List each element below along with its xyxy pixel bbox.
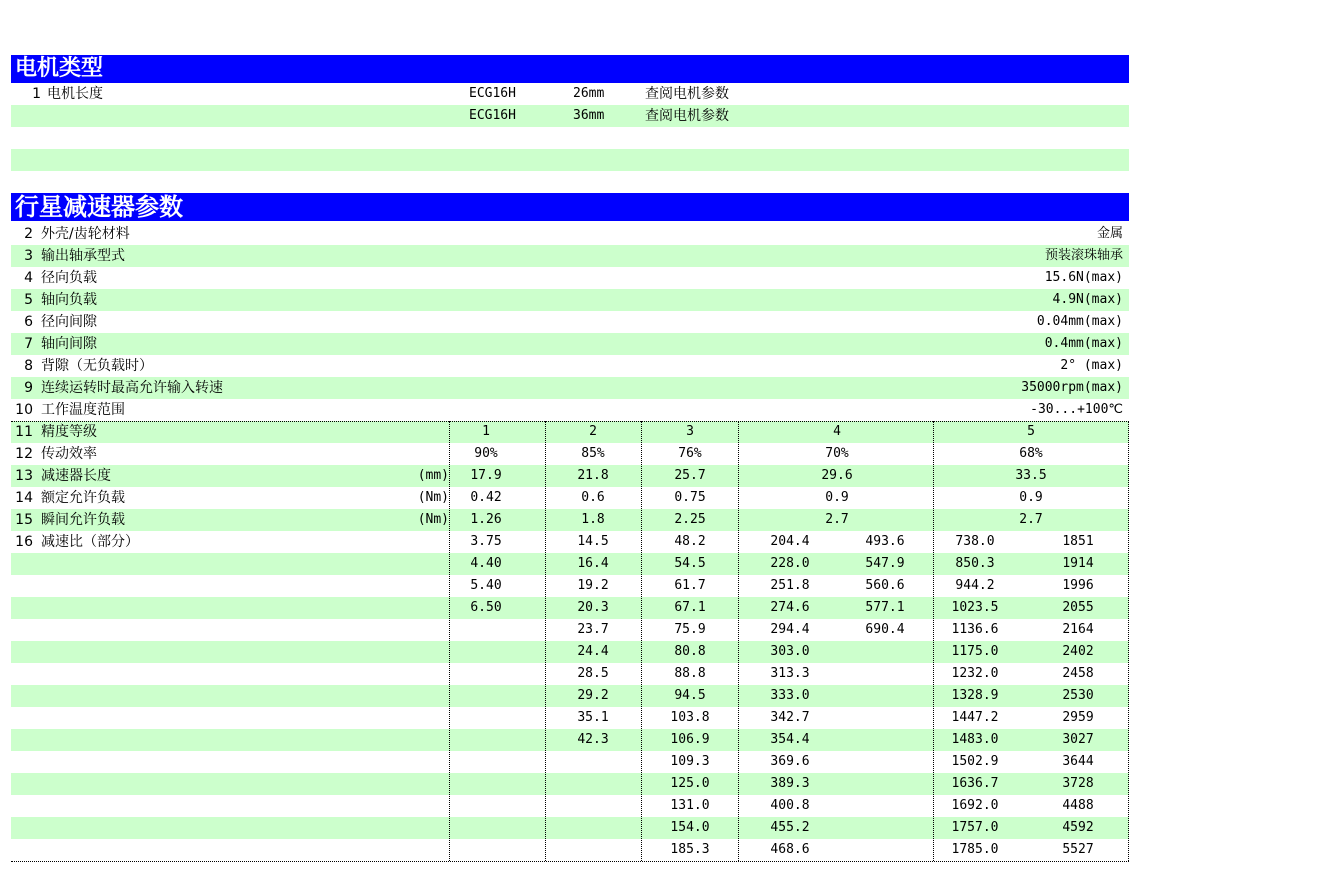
ratio-cell: 1757.0: [951, 820, 999, 835]
ratio-cell: 468.6: [770, 842, 810, 857]
ratio-cell: 342.7: [770, 710, 810, 725]
ratio-cell: 29.2: [577, 688, 609, 703]
row-number: 5: [24, 292, 33, 308]
ratio-cell: 67.1: [674, 600, 706, 615]
spec-cell: 25.7: [674, 468, 706, 483]
ratio-cell: 185.3: [670, 842, 710, 857]
ratio-cell: 19.2: [577, 578, 609, 593]
row-number: 6: [24, 314, 33, 330]
spec-row: [11, 421, 1129, 443]
row-label: 额定允许负载: [41, 490, 125, 506]
ratio-cell: 690.4: [865, 622, 905, 637]
param-value: 2° (max): [1060, 358, 1123, 373]
grid-line: [11, 861, 1129, 862]
row-label: 电机长度: [47, 86, 103, 102]
ratio-cell: 1328.9: [951, 688, 999, 703]
ratio-cell: 294.4: [770, 622, 810, 637]
ratio-row: [11, 553, 1129, 575]
ratio-cell: 80.8: [674, 644, 706, 659]
gear-section-title: 行星减速器参数: [11, 193, 1129, 221]
spec-cell: 0.75: [674, 490, 706, 505]
row-label: 连续运转时最高允许输入转速: [41, 380, 223, 396]
ratio-cell: 154.0: [670, 820, 710, 835]
ratio-cell: 14.5: [577, 534, 609, 549]
param-row: [11, 289, 1129, 311]
row-number: 12: [15, 446, 33, 462]
param-row: [11, 377, 1129, 399]
ratio-row: [11, 619, 1129, 641]
ratio-cell: 103.8: [670, 710, 710, 725]
ratio-cell: 333.0: [770, 688, 810, 703]
ratio-cell: 1692.0: [951, 798, 999, 813]
param-row: [11, 333, 1129, 355]
ratio-cell: 1232.0: [951, 666, 999, 681]
grid-line: [933, 421, 934, 861]
ratio-cell: 389.3: [770, 776, 810, 791]
ratio-cell: 274.6: [770, 600, 810, 615]
ratio-cell: 131.0: [670, 798, 710, 813]
ratio-cell: 850.3: [955, 556, 995, 571]
ratio-cell: 4592: [1062, 820, 1094, 835]
ratio-row: [11, 663, 1129, 685]
row-number: 10: [15, 402, 33, 418]
param-row: [11, 223, 1129, 245]
param-value: -30...+100℃: [1030, 402, 1123, 417]
motor-length: 36mm: [573, 108, 605, 123]
grid-line: [1128, 421, 1129, 861]
ratio-cell: 20.3: [577, 600, 609, 615]
spec-row: [11, 487, 1129, 509]
ratio-row: [11, 641, 1129, 663]
ratio-cell: 493.6: [865, 534, 905, 549]
spec-cell: 1.8: [581, 512, 605, 527]
spec-row: [11, 443, 1129, 465]
ratio-row: [11, 531, 1129, 553]
row-label: 外壳/齿轮材料: [41, 226, 130, 242]
spec-cell: 85%: [581, 446, 605, 461]
spec-cell: 5: [1027, 424, 1035, 439]
ratio-cell: 1175.0: [951, 644, 999, 659]
spec-cell: 0.6: [581, 490, 605, 505]
spec-row: [11, 465, 1129, 487]
ratio-cell: 2164: [1062, 622, 1094, 637]
row-number: 9: [24, 380, 33, 396]
grid-line: [738, 421, 739, 861]
param-value: 4.9N(max): [1052, 292, 1123, 307]
spec-row: [11, 509, 1129, 531]
motor-length: 26mm: [573, 86, 605, 101]
unit-label: (mm): [417, 468, 449, 483]
param-row: [11, 245, 1129, 267]
ratio-cell: 75.9: [674, 622, 706, 637]
param-row: [11, 267, 1129, 289]
spec-cell: 0.9: [1019, 490, 1043, 505]
ratio-cell: 228.0: [770, 556, 810, 571]
ratio-cell: 3728: [1062, 776, 1094, 791]
row-number: 14: [15, 490, 33, 506]
param-row: [11, 399, 1129, 421]
ratio-cell: 16.4: [577, 556, 609, 571]
motor-row: [11, 83, 1129, 105]
ratio-row: [11, 729, 1129, 751]
ratio-cell: 1447.2: [951, 710, 999, 725]
row-label: 轴向间隙: [41, 336, 97, 352]
row-number: 1: [32, 86, 41, 102]
ratio-cell: 23.7: [577, 622, 609, 637]
spec-cell: 1.26: [470, 512, 502, 527]
ratio-cell: 109.3: [670, 754, 710, 769]
motor-section-title: 电机类型: [11, 55, 1129, 83]
ratio-cell: 577.1: [865, 600, 905, 615]
spec-cell: 2.25: [674, 512, 706, 527]
spec-cell: 33.5: [1015, 468, 1047, 483]
ratio-cell: 1502.9: [951, 754, 999, 769]
row-number: 8: [24, 358, 33, 374]
row-number: 3: [24, 248, 33, 264]
ratio-cell: 28.5: [577, 666, 609, 681]
ratio-cell: 2402: [1062, 644, 1094, 659]
motor-row: [11, 105, 1129, 127]
ratio-cell: 1914: [1062, 556, 1094, 571]
row-label: 减速器长度: [41, 468, 111, 484]
ratio-cell: 1483.0: [951, 732, 999, 747]
motor-params-link[interactable]: 查阅电机参数: [645, 108, 729, 124]
ratio-cell: 54.5: [674, 556, 706, 571]
ratio-cell: 125.0: [670, 776, 710, 791]
ratio-cell: 547.9: [865, 556, 905, 571]
ratio-row: [11, 751, 1129, 773]
ratio-cell: 42.3: [577, 732, 609, 747]
ratio-cell: 1785.0: [951, 842, 999, 857]
param-value: 35000rpm(max): [1021, 380, 1123, 395]
ratio-cell: 313.3: [770, 666, 810, 681]
ratio-row: [11, 685, 1129, 707]
ratio-cell: 369.6: [770, 754, 810, 769]
motor-params-link[interactable]: 查阅电机参数: [645, 86, 729, 102]
ratio-cell: 48.2: [674, 534, 706, 549]
ratio-row: [11, 707, 1129, 729]
spec-cell: 2.7: [1019, 512, 1043, 527]
ratio-cell: 455.2: [770, 820, 810, 835]
grid-line: [11, 421, 1129, 422]
motor-model: ECG16H: [469, 108, 516, 123]
ratio-cell: 5527: [1062, 842, 1094, 857]
spec-cell: 1: [482, 424, 490, 439]
row-label: 减速比（部分）: [41, 534, 139, 550]
ratio-cell: 88.8: [674, 666, 706, 681]
spec-cell: 29.6: [821, 468, 853, 483]
ratio-row: [11, 817, 1129, 839]
ratio-cell: 4.40: [470, 556, 502, 571]
row-number: 13: [15, 468, 33, 484]
grid-line: [449, 421, 450, 861]
ratio-row: [11, 597, 1129, 619]
spec-cell: 70%: [825, 446, 849, 461]
param-value: 15.6N(max): [1044, 270, 1123, 285]
ratio-cell: 944.2: [955, 578, 995, 593]
spec-cell: 3: [686, 424, 694, 439]
ratio-cell: 1851: [1062, 534, 1094, 549]
row-number: 11: [15, 424, 33, 440]
ratio-cell: 5.40: [470, 578, 502, 593]
spec-cell: 90%: [474, 446, 498, 461]
ratio-cell: 1996: [1062, 578, 1094, 593]
ratio-cell: 24.4: [577, 644, 609, 659]
ratio-cell: 2458: [1062, 666, 1094, 681]
ratio-cell: 354.4: [770, 732, 810, 747]
spec-cell: 21.8: [577, 468, 609, 483]
spec-cell: 0.42: [470, 490, 502, 505]
row-label: 径向间隙: [41, 314, 97, 330]
ratio-cell: 6.50: [470, 600, 502, 615]
row-label: 传动效率: [41, 446, 97, 462]
param-value: 预装滚珠轴承: [1044, 248, 1123, 263]
param-row: [11, 311, 1129, 333]
row-label: 径向负载: [41, 270, 97, 286]
ratio-cell: 3.75: [470, 534, 502, 549]
row-label: 精度等级: [41, 424, 97, 440]
ratio-row: [11, 773, 1129, 795]
ratio-cell: 3644: [1062, 754, 1094, 769]
ratio-cell: 560.6: [865, 578, 905, 593]
ratio-cell: 35.1: [577, 710, 609, 725]
ratio-cell: 3027: [1062, 732, 1094, 747]
ratio-cell: 2055: [1062, 600, 1094, 615]
ratio-cell: 2530: [1062, 688, 1094, 703]
ratio-cell: 303.0: [770, 644, 810, 659]
grid-line: [545, 421, 546, 861]
param-value: 0.04mm(max): [1036, 314, 1123, 329]
row-number: 15: [15, 512, 33, 528]
spec-cell: 2: [589, 424, 597, 439]
spec-cell: 2.7: [825, 512, 849, 527]
row-label: 输出轴承型式: [41, 248, 125, 264]
ratio-cell: 1136.6: [951, 622, 999, 637]
ratio-row: [11, 575, 1129, 597]
ratio-cell: 61.7: [674, 578, 706, 593]
ratio-cell: 251.8: [770, 578, 810, 593]
spec-cell: 68%: [1019, 446, 1043, 461]
row-number: 7: [24, 336, 33, 352]
row-number: 16: [15, 534, 33, 550]
ratio-cell: 1023.5: [951, 600, 999, 615]
row-label: 背隙（无负载时）: [41, 358, 153, 374]
ratio-cell: 4488: [1062, 798, 1094, 813]
spacer-band: [11, 127, 1129, 149]
ratio-cell: 94.5: [674, 688, 706, 703]
param-value: 0.4mm(max): [1044, 336, 1123, 351]
ratio-row: [11, 839, 1129, 861]
unit-label: (Nm): [417, 490, 449, 505]
spacer-band: [11, 149, 1129, 171]
row-label: 瞬间允许负载: [41, 512, 125, 528]
ratio-cell: 400.8: [770, 798, 810, 813]
param-row: [11, 355, 1129, 377]
ratio-cell: 738.0: [955, 534, 995, 549]
unit-label: (Nm): [417, 512, 449, 527]
row-label: 工作温度范围: [41, 402, 125, 418]
row-number: 4: [24, 270, 33, 286]
ratio-row: [11, 795, 1129, 817]
ratio-cell: 106.9: [670, 732, 710, 747]
ratio-cell: 1636.7: [951, 776, 999, 791]
spec-cell: 4: [833, 424, 841, 439]
row-number: 2: [24, 226, 33, 242]
spec-cell: 0.9: [825, 490, 849, 505]
ratio-cell: 2959: [1062, 710, 1094, 725]
motor-model: ECG16H: [469, 86, 516, 101]
row-label: 轴向负载: [41, 292, 97, 308]
param-value: 金属: [1096, 226, 1123, 241]
spec-cell: 76%: [678, 446, 702, 461]
grid-line: [641, 421, 642, 861]
ratio-cell: 204.4: [770, 534, 810, 549]
spec-cell: 17.9: [470, 468, 502, 483]
